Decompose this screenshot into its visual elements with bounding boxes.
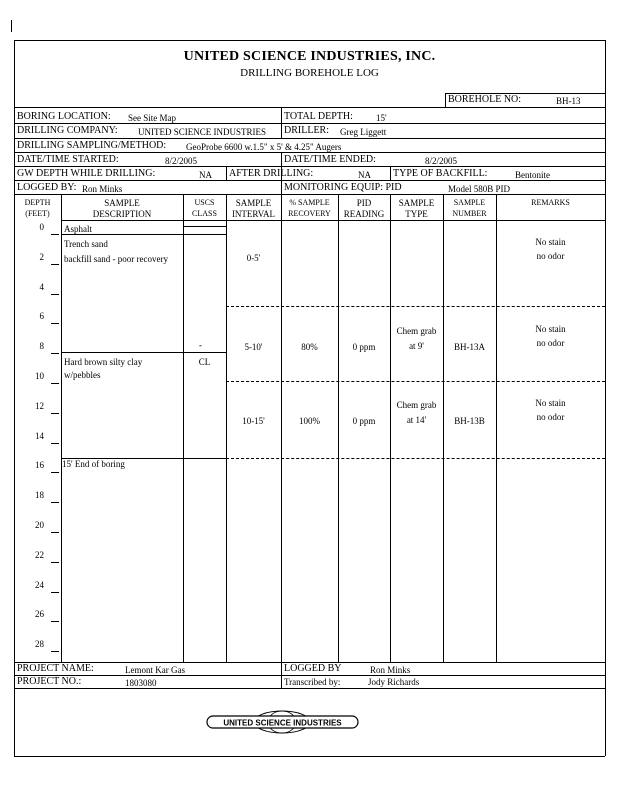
footer-line: [14, 688, 605, 689]
total-depth-value: 15': [376, 113, 387, 123]
col-interval-2: INTERVAL: [231, 209, 276, 219]
depth-tick: [51, 532, 59, 533]
desc-clay-1: Hard brown silty clay: [64, 357, 143, 367]
depth-tick: [51, 443, 59, 444]
col-line: [281, 194, 282, 662]
depth-label: 0: [39, 222, 44, 232]
col-line: [338, 194, 339, 662]
type-row3-1: Chem grab: [396, 400, 437, 410]
depth-tick: [51, 592, 59, 593]
col-line: [443, 194, 444, 662]
depth-tick: [51, 383, 59, 384]
remarks-row3-2: no odor: [536, 412, 565, 422]
row-line: [14, 138, 605, 139]
number-row3: BH-13B: [454, 416, 485, 426]
frame-left: [14, 40, 15, 756]
depth-label: 8: [39, 341, 44, 352]
row-line: [14, 194, 605, 195]
remarks-row1-1: No stain: [535, 237, 566, 247]
logged-by-value: Ron Minks: [82, 184, 123, 194]
pid-row2: 0 ppm: [352, 342, 376, 352]
depth-tick: [51, 323, 59, 324]
row-line: [14, 107, 605, 108]
backfill-value: Bentonite: [515, 170, 550, 180]
log-title: DRILLING BOREHOLE LOG: [240, 67, 379, 79]
desc-end: 15' End of boring: [62, 459, 125, 469]
remarks-row3-1: No stain: [535, 398, 566, 408]
frame-top: [14, 40, 605, 41]
remarks-row2-2: no odor: [536, 338, 565, 348]
transcribed-value: Jody Richards: [368, 677, 420, 687]
number-row2: BH-13A: [454, 342, 485, 352]
project-no-label: PROJECT NO.:: [17, 676, 82, 687]
desc-asphalt: Asphalt: [64, 224, 92, 234]
borehole-line-left: [445, 93, 446, 107]
desc-backfill: backfill sand - poor recovery: [64, 254, 168, 264]
sampling-method-value: GeoProbe 6600 w.1.5" x 5' & 4.25" Augers: [186, 142, 342, 152]
drilling-company-value: UNITED SCIENCE INDUSTRIES: [138, 127, 266, 137]
col-type-2: TYPE: [405, 209, 428, 219]
header-rule: [61, 220, 605, 221]
depth-tick: [51, 651, 59, 652]
footer-line: [14, 675, 605, 676]
interval-row1: 0-5': [246, 253, 261, 263]
depth-label: 14: [35, 430, 44, 441]
started-value: 8/2/2005: [165, 156, 198, 166]
company-logo: [205, 710, 360, 734]
gw-while-label: GW DEPTH WHILE DRILLING:: [17, 168, 156, 179]
col-interval-1: SAMPLE: [235, 198, 272, 208]
col-recovery-2: RECOVERY: [288, 209, 331, 218]
depth-label: 16: [35, 460, 44, 471]
company-title: UNITED SCIENCE INDUSTRIES, INC.: [183, 49, 436, 64]
depth-tick: [51, 472, 59, 473]
interval-row2: 5-10': [244, 342, 263, 352]
row-line: [14, 180, 605, 181]
recovery-row3: 100%: [299, 416, 320, 426]
col-recovery-1: % SAMPLE: [289, 198, 330, 207]
frame-bottom: [14, 756, 605, 757]
depth-label: 20: [35, 520, 44, 530]
clay-line: [61, 352, 226, 353]
boring-location-label: BORING LOCATION:: [17, 111, 111, 122]
pid-row3: 0 ppm: [352, 416, 376, 426]
depth-label: 2: [39, 251, 44, 262]
ended-value: 8/2/2005: [425, 156, 458, 166]
uscs-cl: CL: [198, 357, 211, 367]
type-row3-2: at 14': [406, 415, 427, 425]
depth-label: 24: [35, 579, 44, 590]
depth-tick: [51, 264, 59, 265]
borehole-value: BH-13: [556, 96, 581, 106]
row-line: [14, 123, 605, 124]
interval-divider-2: [226, 381, 605, 382]
driller-value: Greg Liggett: [340, 127, 387, 137]
desc-trench: Trench sand: [64, 239, 108, 249]
row-line: [14, 152, 605, 153]
footer-logged-by-value: Ron Minks: [370, 665, 411, 675]
col-desc-1: SAMPLE: [104, 198, 140, 208]
col-desc-2: DESCRIPTION: [92, 209, 152, 219]
remarks-row1-2: no odor: [536, 251, 565, 261]
type-row2-1: Chem grab: [396, 326, 437, 336]
depth-tick: [51, 234, 59, 235]
info-divider: [281, 107, 282, 138]
col-number-1: SAMPLE: [453, 198, 486, 207]
gw-after-label: AFTER DRILLING:: [229, 168, 314, 179]
started-label: DATE/TIME STARTED:: [17, 154, 119, 165]
col-line: [183, 194, 184, 662]
depth-label: 6: [39, 311, 44, 322]
depth-label: 12: [35, 400, 44, 411]
depth-label: 22: [35, 549, 44, 560]
logo-text: UNITED SCIENCE INDUSTRIES: [223, 718, 342, 728]
col-type-1: SAMPLE: [398, 198, 435, 208]
footer-logged-by-label: LOGGED BY: [284, 663, 342, 674]
col-uscs-2: CLASS: [192, 209, 217, 218]
depth-label: 4: [39, 281, 44, 292]
col-pid-1: PID: [356, 198, 372, 208]
depth-label: 10: [35, 371, 44, 381]
monitoring-label: MONITORING EQUIP: PID: [284, 182, 402, 193]
borehole-label: BOREHOLE NO:: [448, 94, 522, 105]
col-line: [226, 194, 227, 662]
depth-tick: [51, 621, 59, 622]
ended-label: DATE/TIME ENDED:: [284, 154, 376, 165]
asphalt-top-line: [183, 226, 226, 227]
interval-row3: 10-15': [242, 416, 265, 426]
col-uscs-1: USCS: [194, 198, 215, 207]
col-line: [496, 194, 497, 662]
col-depth-1: DEPTH: [24, 198, 51, 207]
monitoring-value: Model 580B PID: [448, 184, 511, 194]
col-line: [390, 194, 391, 662]
project-no-value: 1803080: [125, 678, 157, 688]
depth-label: 18: [35, 490, 44, 501]
row-line: [14, 166, 605, 167]
backfill-label: TYPE OF BACKFILL:: [393, 168, 488, 179]
info-divider: [390, 166, 391, 180]
gw-while-value: NA: [199, 170, 212, 180]
total-depth-label: TOTAL DEPTH:: [284, 111, 353, 122]
desc-clay-2: w/pebbles: [64, 370, 101, 380]
boring-location-value: See Site Map: [128, 113, 176, 123]
driller-label: DRILLER:: [284, 125, 329, 136]
depth-tick: [51, 413, 59, 414]
logged-by-label: LOGGED BY:: [17, 182, 77, 193]
depth-tick: [51, 562, 59, 563]
interval-divider-1: [226, 306, 605, 307]
project-name-value: Lemont Kar Gas: [125, 665, 185, 675]
recovery-row2: 80%: [301, 342, 318, 352]
depth-label: 28: [35, 639, 44, 650]
remarks-row2-1: No stain: [535, 324, 566, 334]
info-divider: [226, 166, 227, 180]
interval-divider-3: [226, 458, 605, 459]
col-pid-2: READING: [343, 209, 385, 219]
type-row2-2: at 9': [409, 341, 424, 351]
margin-mark: [11, 20, 12, 32]
project-name-label: PROJECT NAME:: [17, 663, 94, 674]
col-number-2: NUMBER: [452, 209, 487, 218]
col-remarks: REMARKS: [531, 198, 570, 207]
sampling-method-label: DRILLING SAMPLING/METHOD:: [17, 140, 167, 151]
depth-label: 26: [35, 609, 44, 620]
asphalt-line: [61, 234, 226, 235]
depth-tick: [51, 353, 59, 354]
col-line: [61, 194, 62, 662]
frame-right: [605, 40, 606, 756]
footer-divider: [281, 662, 282, 688]
uscs-dash: -: [199, 340, 202, 350]
transcribed-label: Transcribed by:: [284, 677, 341, 687]
gw-after-value: NA: [358, 170, 371, 180]
drilling-company-label: DRILLING COMPANY:: [17, 125, 118, 136]
depth-tick: [51, 294, 59, 295]
depth-tick: [51, 502, 59, 503]
col-depth-2: (FEET): [25, 209, 50, 218]
